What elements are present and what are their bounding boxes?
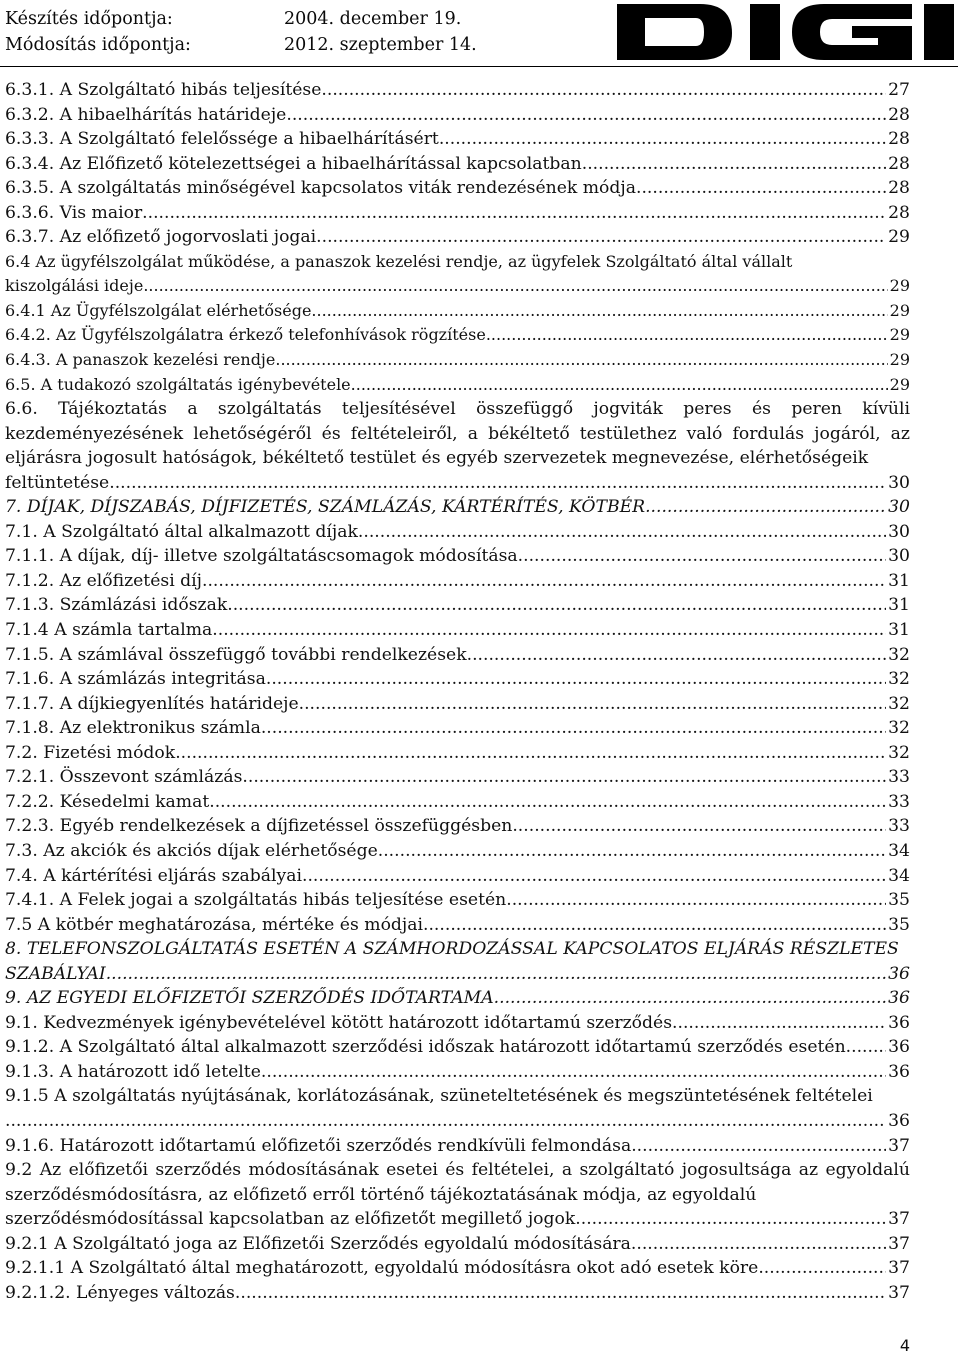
toc-entry[interactable] bbox=[5, 1011, 910, 1036]
toc-page-number: 30 bbox=[888, 521, 910, 542]
toc-entry[interactable] bbox=[5, 790, 910, 815]
toc-entry-title: 9.2.1 A Szolgáltató joga az Előfizetői Szerződés egyoldalú módosítására bbox=[5, 1233, 631, 1254]
toc-page-number: 36 bbox=[888, 963, 910, 984]
toc-entry[interactable] bbox=[5, 1158, 910, 1232]
created-value: 2004. december 19. bbox=[284, 9, 462, 29]
dot-leader bbox=[467, 643, 887, 668]
toc-page-number: 37 bbox=[888, 1233, 910, 1254]
toc-entry-title-continued: kiszolgálási ideje bbox=[5, 276, 144, 296]
toc-entry[interactable] bbox=[5, 152, 910, 177]
toc-entry-title: 7.1. A Szolgáltató által alkalmazott díjak bbox=[5, 521, 358, 542]
toc-entry[interactable] bbox=[5, 937, 910, 986]
dot-leader bbox=[299, 692, 887, 717]
toc-entry-title: 6.4.3. A panaszok kezelési rendje bbox=[5, 350, 276, 370]
toc-entry-title: 7.1.5. A számlával összefüggő további rendelkezések bbox=[5, 644, 467, 665]
toc-page-number: 36 bbox=[888, 1110, 910, 1131]
toc-entry-title: 9. AZ EGYEDI ELŐFIZETŐI SZERZŐDÉS IDŐTARTAMA bbox=[5, 988, 494, 1009]
dot-leader bbox=[261, 1060, 886, 1085]
toc-entry-title-continued: feltüntetése bbox=[5, 472, 110, 493]
toc-page-number: 29 bbox=[889, 325, 910, 345]
dot-leader bbox=[5, 1109, 886, 1134]
toc-entry-title: 6.3.3. A Szolgáltató felelőssége a hibaelhárításért bbox=[5, 129, 439, 150]
dot-leader bbox=[439, 127, 886, 152]
toc-entry-title: 7.4.1. A Felek jogai a szolgáltatás hibás teljesítése esetén bbox=[5, 890, 507, 911]
toc-page-number: 36 bbox=[888, 1061, 910, 1082]
toc-entry[interactable] bbox=[5, 1060, 910, 1085]
toc-entry[interactable] bbox=[5, 544, 910, 569]
toc-entry[interactable] bbox=[5, 103, 910, 128]
toc-page-number: 34 bbox=[888, 865, 910, 886]
toc-entry-title: 9.2 Az előfizetői szerződés módosításának esetei és feltételei, a szolgáltató jogosultsága az egyoldalú szerződésmódosításra, az előfizető erről történő tájékoztatásának módja, az egyoldalú bbox=[5, 1160, 910, 1205]
dot-leader bbox=[378, 839, 886, 864]
toc-entry-title: 7.1.7. A díjkiegyenlítés határideje bbox=[5, 693, 299, 714]
page-number: 4 bbox=[899, 1336, 910, 1355]
dot-leader bbox=[142, 201, 886, 226]
toc-entry[interactable] bbox=[5, 1232, 910, 1257]
dot-leader bbox=[286, 103, 886, 128]
toc-entry-title: 7.1.6. A számlázás integritása bbox=[5, 669, 266, 690]
toc-page-number: 32 bbox=[888, 644, 910, 665]
toc-entry-title: 9.2.1.1 A Szolgáltató által meghatározott, egyoldalú módosításra okot adó esetek köre bbox=[5, 1258, 759, 1279]
toc-page-number: 37 bbox=[888, 1282, 910, 1303]
toc-page-number: 35 bbox=[888, 890, 910, 911]
toc-entry-title: 6.3.1. A Szolgáltató hibás teljesítése bbox=[5, 80, 322, 100]
toc-entry-title: 7.4. A kártérítési eljárás szabályai bbox=[5, 865, 302, 886]
toc-entry-title: 7.1.8. Az elektronikus számla bbox=[5, 718, 261, 739]
dot-leader bbox=[486, 323, 888, 348]
toc-entry-title: 9.1.3. A határozott idő letelte bbox=[5, 1061, 261, 1082]
toc-entry-title: 7.2.2. Késedelmi kamat bbox=[5, 791, 210, 812]
toc-entry-title: 7. DÍJAK, DÍJSZABÁS, DÍJFIZETÉS, SZÁMLÁZÁS, KÁRTÉRÍTÉS, KÖTBÉR bbox=[5, 497, 646, 518]
table-of-contents bbox=[5, 78, 910, 1305]
page-header bbox=[0, 0, 960, 68]
toc-entry-title: 6.3.4. Az Előfizető kötelezettségei a hibaelhárítással kapcsolatban bbox=[5, 153, 582, 174]
toc-page-number: 28 bbox=[888, 104, 910, 125]
dot-leader bbox=[846, 1035, 886, 1060]
toc-entry[interactable] bbox=[5, 250, 910, 299]
toc-page-number: 33 bbox=[888, 791, 910, 812]
dot-leader bbox=[672, 1011, 886, 1036]
toc-page-number: 32 bbox=[888, 693, 910, 714]
dot-leader bbox=[311, 299, 887, 324]
toc-entry-title: 7.5 A kötbér meghatározása, mértéke és módjai bbox=[5, 914, 423, 935]
dot-leader bbox=[518, 544, 886, 569]
toc-page-number: 32 bbox=[888, 742, 910, 763]
toc-entry[interactable] bbox=[5, 888, 910, 913]
toc-entry[interactable] bbox=[5, 323, 910, 348]
toc-page-number: 30 bbox=[888, 472, 910, 493]
dot-leader bbox=[358, 520, 886, 545]
toc-entry[interactable] bbox=[5, 1084, 910, 1133]
dot-leader bbox=[212, 618, 886, 643]
header-divider bbox=[0, 66, 958, 67]
toc-page-number: 33 bbox=[888, 767, 910, 788]
toc-page-number: 28 bbox=[888, 178, 910, 199]
toc-entry[interactable] bbox=[5, 839, 910, 864]
dot-leader bbox=[575, 1207, 886, 1232]
digi-logo bbox=[612, 0, 960, 62]
dot-leader bbox=[302, 864, 886, 889]
toc-page-number: 29 bbox=[889, 276, 910, 296]
toc-page-number: 36 bbox=[888, 1037, 910, 1058]
toc-page-number: 30 bbox=[888, 546, 910, 567]
toc-entry-title: 6.5. A tudakozó szolgáltatás igénybevétele bbox=[5, 374, 351, 394]
dot-leader bbox=[202, 569, 886, 594]
toc-entry-title: 7.1.4 A számla tartalma bbox=[5, 620, 213, 641]
toc-entry[interactable] bbox=[5, 913, 910, 938]
toc-entry-title: 6.4.2. Az Ügyfélszolgálatra érkező telefonhívások rögzítése bbox=[5, 325, 486, 345]
dot-leader bbox=[506, 888, 886, 913]
dot-leader bbox=[209, 790, 886, 815]
toc-entry[interactable] bbox=[5, 1035, 910, 1060]
modified-value: 2012. szeptember 14. bbox=[284, 35, 477, 55]
toc-page-number: 36 bbox=[888, 1012, 910, 1033]
toc-entry[interactable] bbox=[5, 1256, 910, 1281]
toc-entry-title: 7.1.3. Számlázási időszak bbox=[5, 595, 228, 616]
dot-leader bbox=[175, 741, 886, 766]
toc-page-number: 28 bbox=[888, 202, 910, 223]
toc-entry-title: 9.1.6. Határozott időtartamú előfizetői szerződés rendkívüli felmondása bbox=[5, 1135, 632, 1156]
dot-leader bbox=[423, 913, 886, 938]
toc-page-number: 31 bbox=[888, 620, 910, 641]
dot-leader bbox=[316, 225, 886, 250]
toc-entry-title: 6.3.7. Az előfizető jogorvoslati jogai bbox=[5, 227, 317, 248]
dot-leader bbox=[242, 765, 886, 790]
toc-entry-title: 9.1. Kedvezmények igénybevételével kötött határozott időtartamú szerződés bbox=[5, 1012, 673, 1033]
toc-entry-title: 6.3.5. A szolgáltatás minőségével kapcsolatos viták rendezésének módja bbox=[5, 178, 636, 199]
toc-entry[interactable] bbox=[5, 225, 910, 250]
toc-entry[interactable] bbox=[5, 741, 910, 766]
toc-entry[interactable] bbox=[5, 1134, 910, 1159]
toc-entry[interactable] bbox=[5, 373, 910, 398]
toc-page-number: 36 bbox=[888, 988, 910, 1009]
toc-entry[interactable] bbox=[5, 495, 910, 520]
dot-leader bbox=[261, 716, 886, 741]
modified-label: Módosítás időpontja: bbox=[5, 35, 191, 55]
toc-entry-title: 7.2.3. Egyéb rendelkezések a díjfizetéssel összefüggésben bbox=[5, 816, 513, 837]
toc-page-number: 29 bbox=[888, 227, 910, 248]
toc-entry[interactable] bbox=[5, 618, 910, 643]
toc-entry[interactable] bbox=[5, 299, 910, 324]
toc-entry[interactable] bbox=[5, 667, 910, 692]
dot-leader bbox=[321, 78, 886, 103]
toc-page-number: 29 bbox=[889, 300, 910, 320]
dot-leader bbox=[631, 1232, 886, 1257]
toc-entry-title: 7.1.1. A díjak, díj- illetve szolgáltatáscsomagok módosítása bbox=[5, 546, 518, 567]
toc-entry[interactable] bbox=[5, 765, 910, 790]
toc-entry[interactable] bbox=[5, 593, 910, 618]
toc-entry[interactable] bbox=[5, 864, 910, 889]
toc-page-number: 30 bbox=[888, 497, 910, 518]
dot-leader bbox=[235, 1281, 886, 1306]
toc-entry[interactable] bbox=[5, 348, 910, 373]
toc-entry-title-continued: szerződésmódosítással kapcsolatban az előfizetőt megillető jogok bbox=[5, 1209, 576, 1230]
toc-page-number: 31 bbox=[888, 570, 910, 591]
toc-entry-title: 7.2. Fizetési módok bbox=[5, 742, 176, 763]
toc-page-number: 35 bbox=[888, 914, 910, 935]
toc-entry[interactable] bbox=[5, 78, 910, 103]
toc-entry-title: 6.3.6. Vis maior bbox=[5, 202, 143, 223]
toc-entry[interactable] bbox=[5, 814, 910, 839]
created-label: Készítés időpontja: bbox=[5, 9, 173, 29]
toc-page-number: 33 bbox=[888, 816, 910, 837]
toc-entry-title: 7.3. Az akciók és akciós díjak elérhetősége bbox=[5, 840, 378, 861]
dot-leader bbox=[631, 1134, 886, 1159]
dot-leader bbox=[266, 667, 886, 692]
toc-page-number: 34 bbox=[888, 840, 910, 861]
dot-leader bbox=[582, 152, 886, 177]
toc-entry[interactable] bbox=[5, 692, 910, 717]
dot-leader bbox=[351, 373, 888, 398]
dot-leader bbox=[109, 471, 886, 496]
toc-page-number: 31 bbox=[888, 595, 910, 616]
toc-entry-title: 6.4.1 Az Ügyfélszolgálat elérhetősége bbox=[5, 300, 312, 320]
toc-page-number: 28 bbox=[888, 129, 910, 150]
toc-entry-title: 9.2.1.2. Lényeges változás bbox=[5, 1282, 235, 1303]
toc-entry[interactable] bbox=[5, 1281, 910, 1306]
dot-leader bbox=[758, 1256, 886, 1281]
dot-leader bbox=[494, 986, 886, 1011]
toc-entry-title: 6.6. Tájékoztatás a szolgáltatás teljesítésével összefüggő jogviták peres és peren kívüli kezdeményezésének lehetőségéről és feltételeiről, a békéltető testülethez való fordulás jogáról, az eljárásra jogosult hatóságok, békéltető testület és egyéb szervezetek megnevezése, elérhetőségeik bbox=[5, 399, 910, 469]
dot-leader bbox=[275, 348, 887, 373]
toc-entry-title: 7.2.1. Összevont számlázás bbox=[5, 767, 243, 788]
toc-entry[interactable] bbox=[5, 176, 910, 201]
toc-entry[interactable] bbox=[5, 986, 910, 1011]
dot-leader bbox=[512, 814, 886, 839]
toc-entry[interactable] bbox=[5, 520, 910, 545]
dot-leader bbox=[106, 962, 886, 987]
toc-page-number: 37 bbox=[888, 1258, 910, 1279]
dot-leader bbox=[645, 495, 886, 520]
toc-entry[interactable] bbox=[5, 127, 910, 152]
toc-entry-title-continued: SZABÁLYAI bbox=[5, 963, 106, 984]
toc-entry-title: 6.4 Az ügyfélszolgálat működése, a panaszok kezelési rendje, az ügyfelek Szolgáltató által vállalt bbox=[5, 251, 793, 271]
toc-entry[interactable] bbox=[5, 643, 910, 668]
toc-page-number: 27 bbox=[888, 80, 910, 100]
dot-leader bbox=[227, 593, 886, 618]
toc-entry[interactable] bbox=[5, 569, 910, 594]
toc-entry[interactable] bbox=[5, 716, 910, 741]
toc-page-number: 32 bbox=[888, 718, 910, 739]
toc-page-number: 37 bbox=[888, 1135, 910, 1156]
toc-page-number: 28 bbox=[888, 153, 910, 174]
toc-entry-title: 6.3.2. A hibaelhárítás határideje bbox=[5, 104, 287, 125]
toc-entry-title: 7.1.2. Az előfizetési díj bbox=[5, 570, 202, 591]
toc-page-number: 29 bbox=[889, 350, 910, 370]
dot-leader bbox=[636, 176, 886, 201]
toc-entry-title: 8. TELEFONSZOLGÁLTATÁS ESETÉN A SZÁMHORDOZÁSSAL KAPCSOLATOS ELJÁRÁS RÉSZLETES bbox=[5, 939, 899, 960]
toc-entry-title: 9.1.2. A Szolgáltató által alkalmazott szerződési időszak határozott időtartamú szerződés esetén bbox=[5, 1037, 846, 1058]
toc-entry-title: 9.1.5 A szolgáltatás nyújtásának, korlátozásának, szüneteltetésének és megszüntetésének feltételei bbox=[5, 1086, 873, 1107]
toc-page-number: 29 bbox=[889, 374, 910, 394]
toc-entry[interactable] bbox=[5, 397, 910, 495]
dot-leader bbox=[143, 274, 887, 299]
toc-page-number: 37 bbox=[888, 1209, 910, 1230]
toc-entry[interactable] bbox=[5, 201, 910, 226]
toc-page-number: 32 bbox=[888, 669, 910, 690]
